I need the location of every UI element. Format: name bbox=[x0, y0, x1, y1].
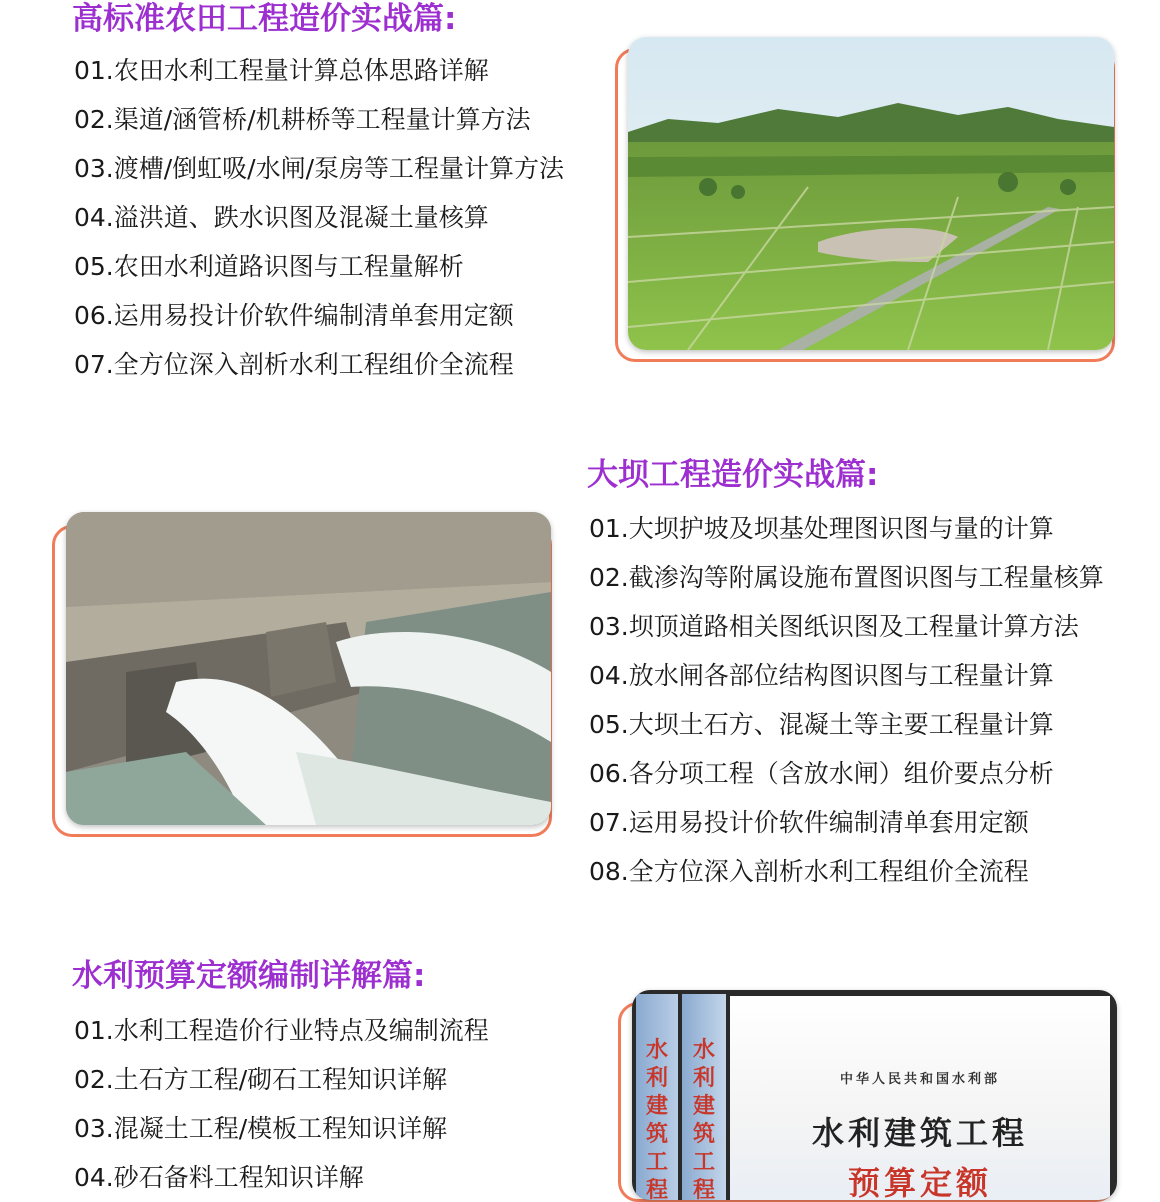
section-title-farmland: 高标准农田工程造价实战篇: bbox=[72, 1, 457, 37]
farmland-item-list bbox=[74, 46, 564, 389]
budget-item-list bbox=[74, 1006, 489, 1202]
section-title-dam: 大坝工程造价实战篇: bbox=[587, 457, 879, 493]
book-spine-text-2: 水利建筑工程 bbox=[692, 1037, 715, 1200]
section-title-budget: 水利预算定额编制详解篇: bbox=[72, 958, 426, 994]
list-item: 01.农田水利工程量计算总体思路详解 bbox=[74, 56, 489, 85]
list-item: 03.混凝土工程/模板工程知识详解 bbox=[74, 1114, 448, 1143]
list-item: 05.农田水利道路识图与工程量解析 bbox=[74, 252, 464, 281]
list-item: 06.各分项工程（含放水闸）组价要点分析 bbox=[589, 759, 1054, 788]
book-ministry: 中华人民共和国水利部 bbox=[839, 1072, 1000, 1087]
farmland-photo bbox=[628, 37, 1114, 350]
list-item: 04.溢洪道、跌水识图及混凝土量核算 bbox=[74, 203, 489, 232]
list-item: 07.运用易投计价软件编制清单套用定额 bbox=[589, 808, 1029, 837]
list-item: 03.坝顶道路相关图纸识图及工程量计算方法 bbox=[589, 612, 1079, 641]
list-item: 01.大坝护坡及坝基处理图识图与量的计算 bbox=[589, 514, 1054, 543]
list-item: 04.放水闸各部位结构图识图与工程量计算 bbox=[589, 661, 1054, 690]
list-item: 07.全方位深入剖析水利工程组价全流程 bbox=[74, 350, 514, 379]
book-spine-text-1: 水利建筑工程 bbox=[645, 1037, 668, 1200]
dam-item-list bbox=[589, 504, 1104, 896]
list-item: 02.渠道/涵管桥/机耕桥等工程量计算方法 bbox=[74, 105, 531, 134]
book-photo bbox=[632, 990, 1117, 1200]
list-item: 01.水利工程造价行业特点及编制流程 bbox=[74, 1016, 489, 1045]
list-item: 04.砂石备料工程知识详解 bbox=[74, 1163, 364, 1192]
list-item: 02.土石方工程/砌石工程知识详解 bbox=[74, 1065, 448, 1094]
book-title: 水利建筑工程 bbox=[811, 1114, 1028, 1152]
list-item: 03.渡槽/倒虹吸/水闸/泵房等工程量计算方法 bbox=[74, 154, 565, 183]
dam-photo bbox=[66, 512, 551, 825]
list-item: 08.全方位深入剖析水利工程组价全流程 bbox=[589, 857, 1029, 886]
book-subtitle: 预算定额 bbox=[847, 1164, 992, 1200]
list-item: 06.运用易投计价软件编制清单套用定额 bbox=[74, 301, 514, 330]
list-item: 05.大坝土石方、混凝土等主要工程量计算 bbox=[589, 710, 1054, 739]
list-item: 02.截渗沟等附属设施布置图识图与工程量核算 bbox=[589, 563, 1104, 592]
